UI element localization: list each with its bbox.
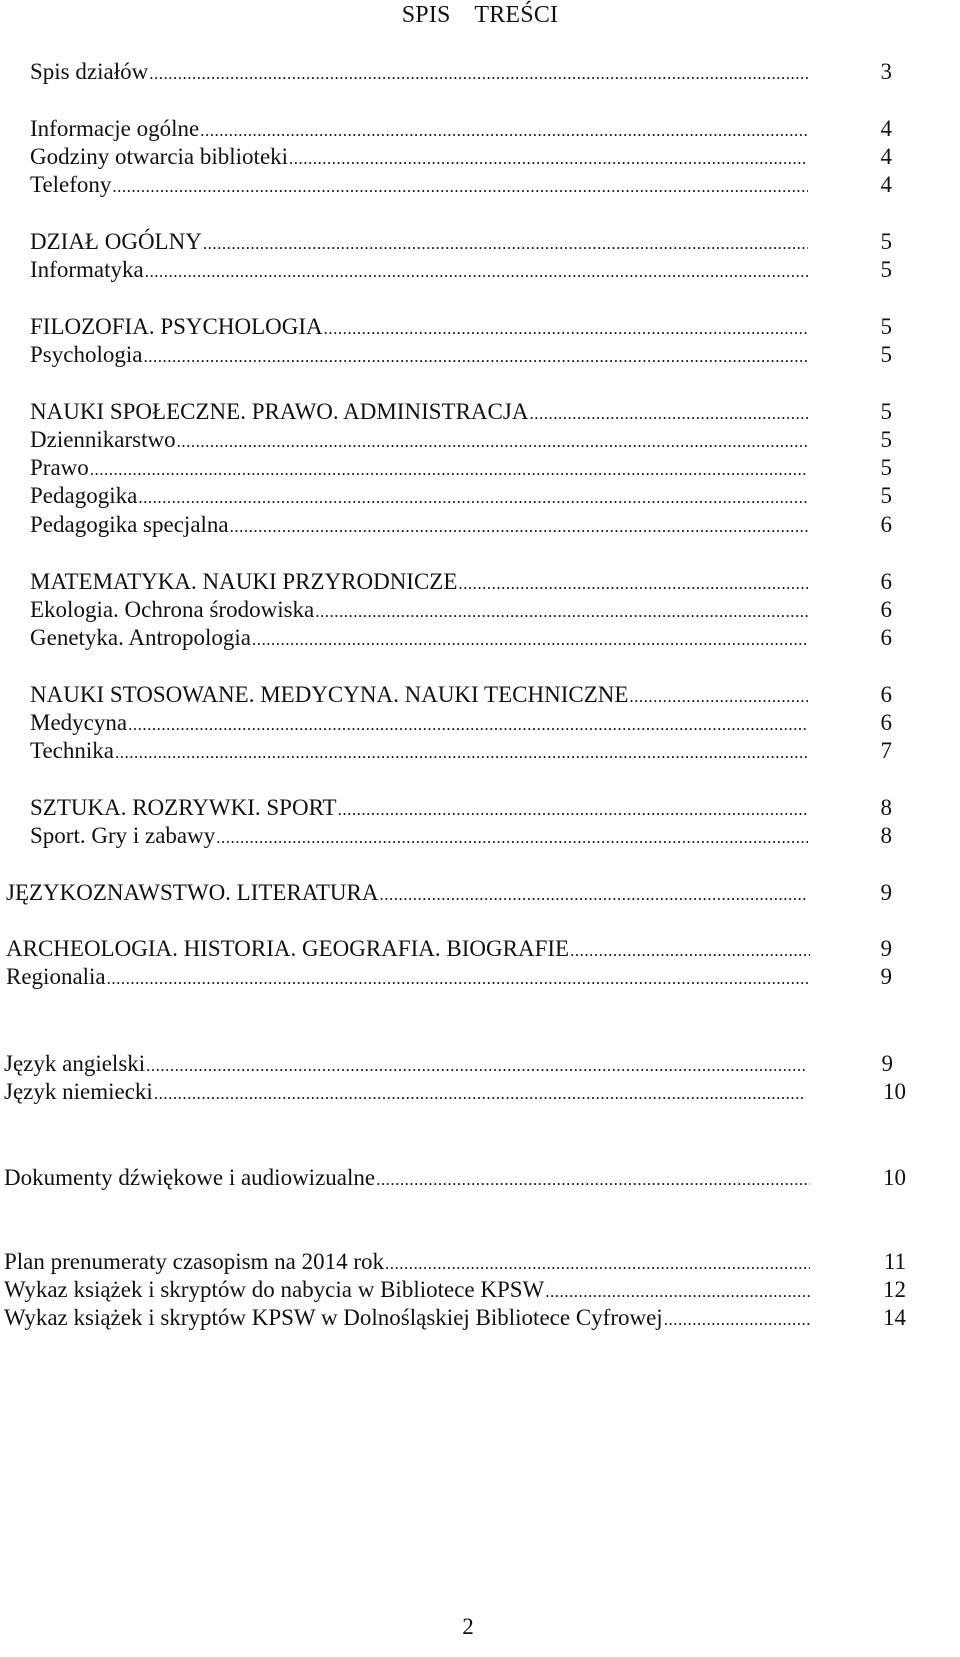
toc-entry	[30, 340, 808, 370]
toc-entry-page: 6	[880, 597, 892, 622]
toc-entry-page: 6	[880, 682, 892, 707]
toc-entry-label: Medycyna	[30, 710, 128, 735]
toc-entry	[30, 57, 808, 87]
dot-leader	[112, 172, 808, 202]
toc-entry-label: JĘZYKOZNAWSTWO. LITERATURA	[6, 880, 379, 905]
toc-entry-label: Ekologia. Ochrona środowiska	[30, 597, 315, 622]
toc-entry	[6, 962, 810, 992]
toc-entry	[30, 623, 808, 653]
toc-entry-label: Wykaz książek i skryptów KPSW w Dolnośląskiej Bibliotece Cyfrowej	[4, 1305, 663, 1330]
toc-entry	[4, 1163, 810, 1193]
toc-entry	[6, 878, 808, 908]
toc-entry-label: Informatyka	[30, 257, 144, 282]
toc-entry-page: 8	[880, 823, 892, 848]
toc-entry	[4, 1077, 806, 1107]
toc-entry-label: Prawo	[30, 455, 89, 480]
dot-leader	[154, 1079, 806, 1109]
toc-entry-page: 11	[883, 1249, 906, 1274]
toc-entry-label: MATEMATYKA. NAUKI PRZYRODNICZE	[30, 569, 458, 594]
dot-leader	[252, 625, 808, 655]
toc-entry-page: 9	[881, 1051, 893, 1076]
toc-entry-page: 6	[880, 625, 892, 650]
toc-entry-page: 5	[880, 314, 892, 339]
toc-entry-page: 3	[880, 59, 892, 84]
toc-entry	[30, 170, 808, 200]
toc-entry-label: Dziennikarstwo	[30, 427, 176, 452]
toc-entry-label: NAUKI SPOŁECZNE. PRAWO. ADMINISTRACJA	[30, 399, 529, 424]
toc-entry-page: 5	[880, 342, 892, 367]
toc-entry	[30, 680, 808, 710]
toc-entry	[30, 736, 808, 766]
toc-entry	[30, 821, 808, 851]
toc-entry-label: Sport. Gry i zabawy	[30, 823, 216, 848]
toc-entry-label: Plan prenumeraty czasopism na 2014 rok	[4, 1249, 385, 1274]
toc-entry-page: 8	[880, 795, 892, 820]
toc-entry-page: 5	[880, 427, 892, 452]
toc-entry-label: Genetyka. Antropologia	[30, 625, 252, 650]
toc-entry	[30, 114, 808, 144]
toc-entry-page: 6	[880, 512, 892, 537]
page-title: SPIS TREŚCI	[401, 2, 559, 28]
toc-entry-page: 12	[883, 1277, 906, 1302]
toc-entry-page: 5	[880, 483, 892, 508]
toc-entry-page: 5	[880, 257, 892, 282]
dot-leader	[138, 483, 808, 513]
toc-entry	[30, 227, 808, 257]
dot-leader	[230, 512, 808, 542]
toc-entry-label: Technika	[30, 738, 114, 763]
toc-entry	[30, 255, 808, 285]
toc-entry-page: 9	[880, 936, 892, 961]
dot-leader	[216, 823, 808, 853]
toc-entry-page: 6	[880, 569, 892, 594]
toc-entry-label: Język angielski	[4, 1051, 146, 1076]
toc-entry	[30, 425, 808, 455]
toc-entry-page: 4	[880, 116, 892, 141]
toc-entry-label: Język niemiecki	[4, 1079, 153, 1104]
toc-entry-page: 7	[880, 738, 892, 763]
toc-entry	[30, 793, 808, 823]
toc-entry	[4, 1275, 810, 1305]
dot-leader	[380, 880, 809, 910]
toc-entry	[4, 1049, 806, 1079]
toc-entry	[30, 312, 808, 342]
dot-leader	[145, 257, 808, 287]
dot-leader	[143, 342, 808, 372]
toc-entry-page: 4	[880, 172, 892, 197]
toc-entry-label: DZIAŁ OGÓLNY	[30, 229, 202, 254]
toc-entry-label: Wykaz książek i skryptów do nabycia w Bibliotece KPSW	[4, 1277, 545, 1302]
toc-entry-page: 9	[880, 964, 892, 989]
toc-entry-label: SZTUKA. ROZRYWKI. SPORT	[30, 795, 337, 820]
dot-leader	[115, 738, 808, 768]
toc-entry-label: Informacje ogólne	[30, 116, 200, 141]
toc-entry	[30, 481, 808, 511]
toc-entry-label: Spis działów	[30, 59, 149, 84]
toc-entry-label: Dokumenty dźwiękowe i audiowizualne	[4, 1165, 376, 1190]
page-number-footer: 2	[462, 1614, 474, 1639]
dot-leader	[664, 1305, 810, 1335]
toc-entry	[30, 510, 808, 540]
toc-entry	[30, 142, 808, 172]
toc-entry	[4, 1247, 810, 1277]
toc-entry	[30, 567, 808, 597]
toc-entry-label: Godziny otwarcia biblioteki	[30, 144, 289, 169]
dot-leader	[149, 59, 808, 89]
toc-entry-page: 5	[880, 229, 892, 254]
toc-entry	[30, 595, 808, 625]
toc-entry-page: 10	[883, 1079, 906, 1104]
toc-entry	[30, 453, 808, 483]
toc-entry-label: ARCHEOLOGIA. HISTORIA. GEOGRAFIA. BIOGRAFIE	[6, 936, 570, 961]
toc-entry-label: Pedagogika specjalna	[30, 512, 229, 537]
toc-entry-page: 9	[880, 880, 892, 905]
toc-entry	[30, 708, 808, 738]
toc-entry-page: 6	[880, 710, 892, 735]
toc-entry-page: 4	[880, 144, 892, 169]
toc-entry-label: Pedagogika	[30, 483, 138, 508]
toc-entry-label: Telefony	[30, 172, 112, 197]
toc-entry-page: 14	[883, 1305, 906, 1330]
dot-leader	[107, 964, 810, 994]
toc-entry	[4, 1303, 810, 1333]
toc-entry-label: NAUKI STOSOWANE. MEDYCYNA. NAUKI TECHNICZNE	[30, 682, 629, 707]
dot-leader	[376, 1165, 810, 1195]
toc-entry	[6, 934, 810, 964]
toc-entry-page: 5	[880, 455, 892, 480]
toc-entry-page: 5	[880, 399, 892, 424]
toc-entry-label: FILOZOFIA. PSYCHOLOGIA	[30, 314, 323, 339]
toc-entry-label: Regionalia	[6, 964, 106, 989]
toc-entry-page: 10	[883, 1165, 906, 1190]
toc-entry-label: Psychologia	[30, 342, 143, 367]
toc-entry	[30, 397, 808, 427]
